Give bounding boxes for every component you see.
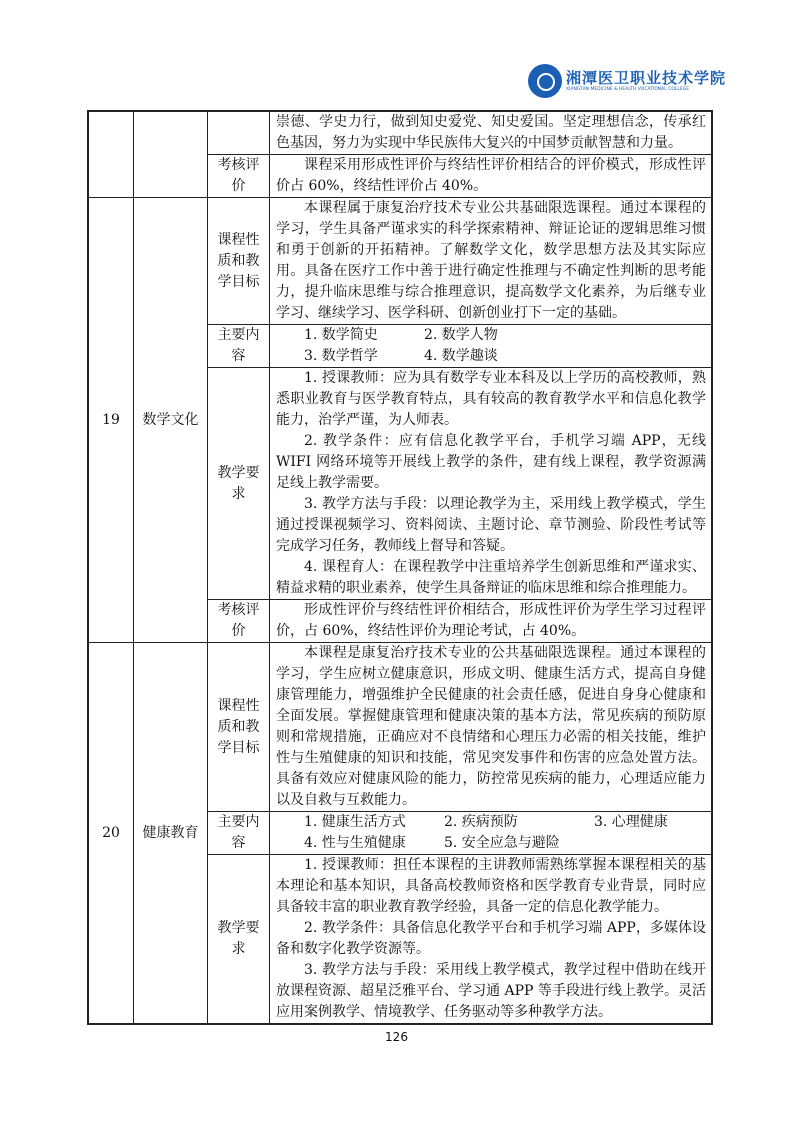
course-number: 19 xyxy=(88,198,134,643)
course-content: 1. 健康生活方式 2. 疾病预防 3. 心理健康 4. 性与生殖健康 5. 安全应急与避险 xyxy=(270,812,713,855)
req-label: 教学要求 xyxy=(208,368,270,600)
prev-goal-tail: 崇德、学史力行，做到知史爱党、知史爱国。坚定理想信念，传承红色基因，努力为实现中华民族伟大复兴的中国梦贡献智慧和力量。 xyxy=(270,111,713,155)
req-label: 教学要求 xyxy=(208,855,270,1025)
course-goal: 本课程属于康复治疗技术专业公共基础限选课程。通过本课程的学习，学生具备严谨求实的科学探索精神、辩证论证的逻辑思维习惯和勇于创新的开拓精神。了解数学文化，数学思想方法及其实际应用。具备在医疗工作中善于进行确定性推理与不确定性判断的思考能力，提升临床思维与综合推理意识，提高数学文化素养，为后继专业学习、继续学习、医学科研、创新创业打下一定的基础。 xyxy=(270,198,713,325)
course-table xyxy=(87,110,713,1025)
logo-name-en: XIANGTAN MEDICINE & HEALTH VOCATIONAL COLLEGE xyxy=(566,87,690,92)
prev-assess: 课程采用形成性评价与终结性评价相结合的评价模式，形成性评价占 60%，终结性评价占 40%。 xyxy=(270,155,713,198)
content-label: 主要内容 xyxy=(208,325,270,368)
course-requirements: 1. 授课教师：应为具有数学专业本科及以上学历的高校教师，熟悉职业教育与医学教育特点，具有较高的教育教学水平和信息化教学能力，治学严谨，为人师表。 2. 教学条件：应有信息化教学平台，手机学习端 APP，无线 WIFI 网络环境等开展线上教学的条件，建有线上课程，教学资源满足线上教学需要。 3. 教学方法与手段：以理论教学为主，采用线上教学模式，学生通过授课视频学习、资料阅读、主题讨论、章节测验、阶段性考试等完成学习任务，教师线上督导和答疑。 4. 课程育人：在课程教学中注重培养学生创新思维和严谨求实、精益求精的职业素养，使学生具备辩证的临床思维和综合推理能力。 xyxy=(270,368,713,600)
course-assessment: 形成性评价与终结性评价相结合，形成性评价为学生学习过程评价，占 60%，终结性评价为理论考试，占 40%。 xyxy=(270,600,713,643)
course-name: 健康教育 xyxy=(134,643,208,1025)
assess-label: 考核评价 xyxy=(208,600,270,643)
prev-assess-label: 考核评价 xyxy=(208,155,270,198)
college-logo xyxy=(528,64,726,98)
page-number: 126 xyxy=(385,1030,408,1044)
course-name: 数学文化 xyxy=(134,198,208,643)
course-goal: 本课程是康复治疗技术专业的公共基础限选课程。通过本课程的学习，学生应树立健康意识，形成文明、健康生活方式，提高自身健康管理能力，增强维护全民健康的社会责任感，促进自身身心健康和全面发展。掌握健康管理和健康决策的基本方法，常见疾病的预防原则和常规措施，正确应对不良情绪和心理压力必需的相关技能，维护性与生殖健康的知识和技能，常见突发事件和伤害的应急处置方法。具备有效应对健康风险的能力，防控常见疾病的能力，心理适应能力以及自救与互救能力。 xyxy=(270,643,713,812)
course-content: 1. 数学简史 2. 数学人物 3. 数学哲学 4. 数学趣谈 xyxy=(270,325,713,368)
goal-label: 课程性质和教学目标 xyxy=(208,643,270,812)
logo-name-cn: 湘潭医卫职业技术学院 xyxy=(566,69,727,87)
course-requirements: 1. 授课教师：担任本课程的主讲教师需熟练掌握本课程相关的基本理论和基本知识，具备高校教师资格和医学教育专业背景，同时应具备较丰富的职业教育教学经验，具备一定的信息化教学能力。 2. 教学条件：具备信息化教学平台和手机学习端 APP，多媒体设备和数字化教学资源等。 3. 教学方法与手段：采用线上教学模式，教学过程中借助在线开放课程资源、超星泛雅平台、学习通 APP 等手段进行线上教学。灵活应用案例教学、情境教学、任务驱动等多种教学方法。 xyxy=(270,855,713,1025)
college-emblem-icon xyxy=(528,64,562,98)
goal-label: 课程性质和教学目标 xyxy=(208,198,270,325)
content-label: 主要内容 xyxy=(208,812,270,855)
course-number: 20 xyxy=(88,643,134,1025)
